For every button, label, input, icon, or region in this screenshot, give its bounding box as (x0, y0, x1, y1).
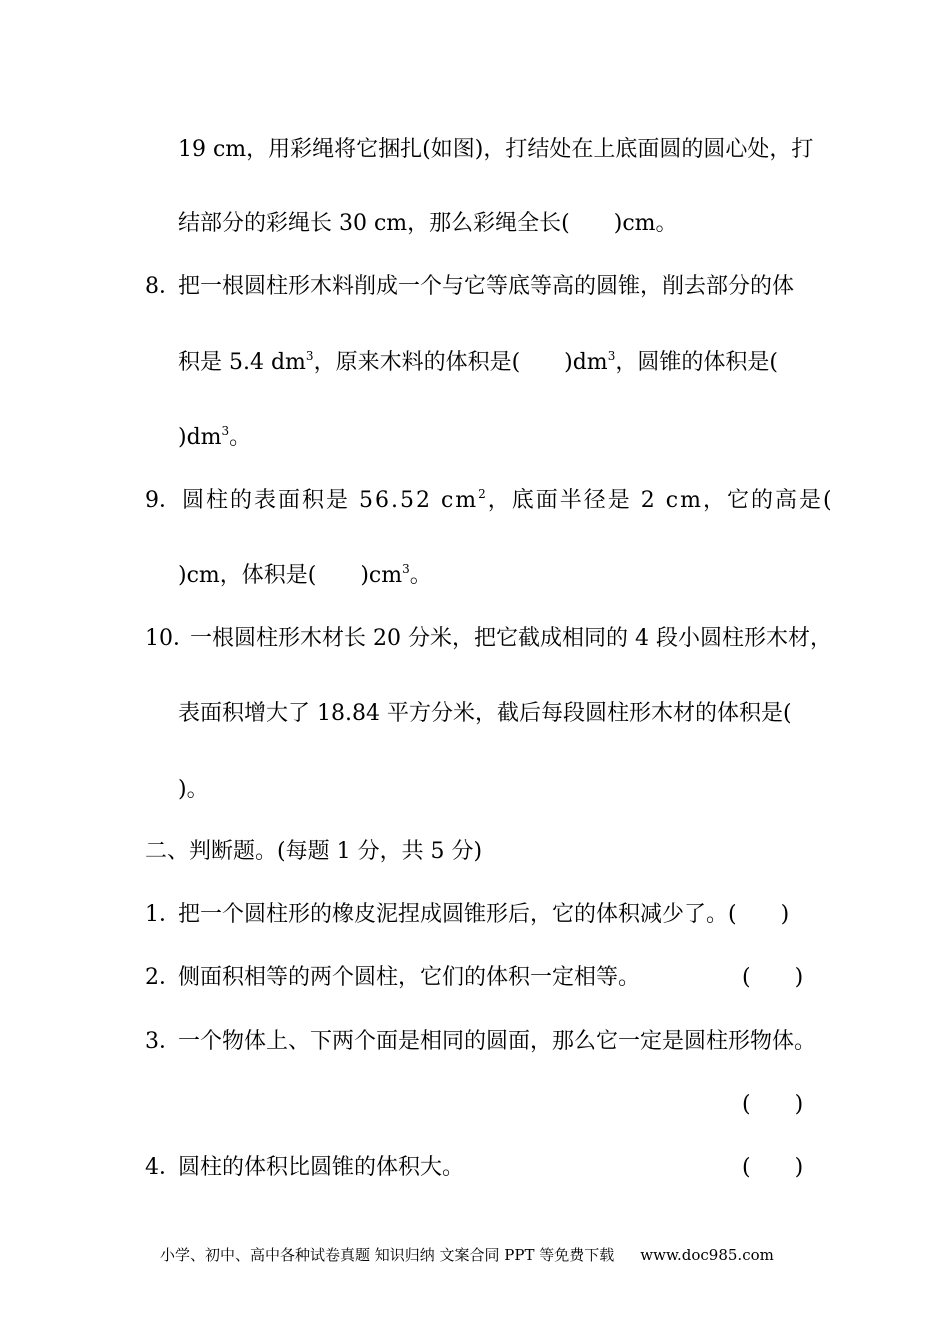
judge-2-answer-blank: ( ) (742, 965, 804, 990)
footer-url[interactable]: www.doc985.com (640, 1246, 774, 1264)
q7-line-2: 结部分的彩绳长 30 cm，那么彩绳全长( )cm。 (178, 211, 678, 236)
q7-line-1: 19 cm，用彩绳将它捆扎(如图)，打结处在上底面圆的圆心处，打 (178, 137, 814, 162)
q9-line-1: 圆柱的表面积是 56.52 $cm^2$，底面半径是 2 cm，它的高是( (182, 487, 834, 513)
q8-line-2: 积是 5.4 $dm^3$，原来木料的体积是( )$dm^3$，圆锥的体积是( (178, 349, 778, 375)
judge-3-number: 3． (145, 1029, 181, 1054)
judge-1-number: 1． (145, 902, 181, 927)
judge-4-number: 4． (145, 1155, 181, 1180)
judge-3-answer-blank: ( ) (742, 1092, 804, 1117)
page-footer (160, 1243, 774, 1267)
q8-line-1: 把一根圆柱形木料削成一个与它等底等高的圆锥，削去部分的体 (178, 274, 795, 299)
q10-line-3: )。 (178, 777, 209, 802)
q10-line-2: 表面积增大了 18.84 平方分米，截后每段圆柱形木材的体积是( (178, 701, 792, 726)
section-2-title: 二、判断题。(每题 1 分，共 5 分) (145, 839, 483, 864)
judge-2-number: 2． (145, 965, 181, 990)
judge-4-answer-blank: ( ) (742, 1155, 804, 1180)
q10-line-1: 一根圆柱形木材长 20 分米，把它截成相同的 4 段小圆柱形木材， (190, 626, 832, 651)
q10-number: 10． (145, 626, 195, 651)
judge-1-text: 把一个圆柱形的橡皮泥捏成圆锥形后，它的体积减少了。( ) (178, 902, 790, 927)
judge-3-text: 一个物体上、下两个面是相同的圆面，那么它一定是圆柱形物体。 (178, 1029, 817, 1054)
q9-number: 9． (145, 488, 181, 513)
judge-4-text: 圆柱的体积比圆锥的体积大。 (178, 1155, 465, 1180)
footer-text: 小学、初中、高中各种试卷真题 知识归纳 文案合同 PPT 等免费下载 (160, 1246, 615, 1264)
q9-line-2: )cm，体积是( )$cm^3$。 (178, 562, 432, 588)
q8-number: 8． (145, 274, 181, 299)
q8-line-3: )$dm^3$。 (178, 424, 252, 450)
judge-2-text: 侧面积相等的两个圆柱，它们的体积一定相等。 (178, 965, 641, 990)
